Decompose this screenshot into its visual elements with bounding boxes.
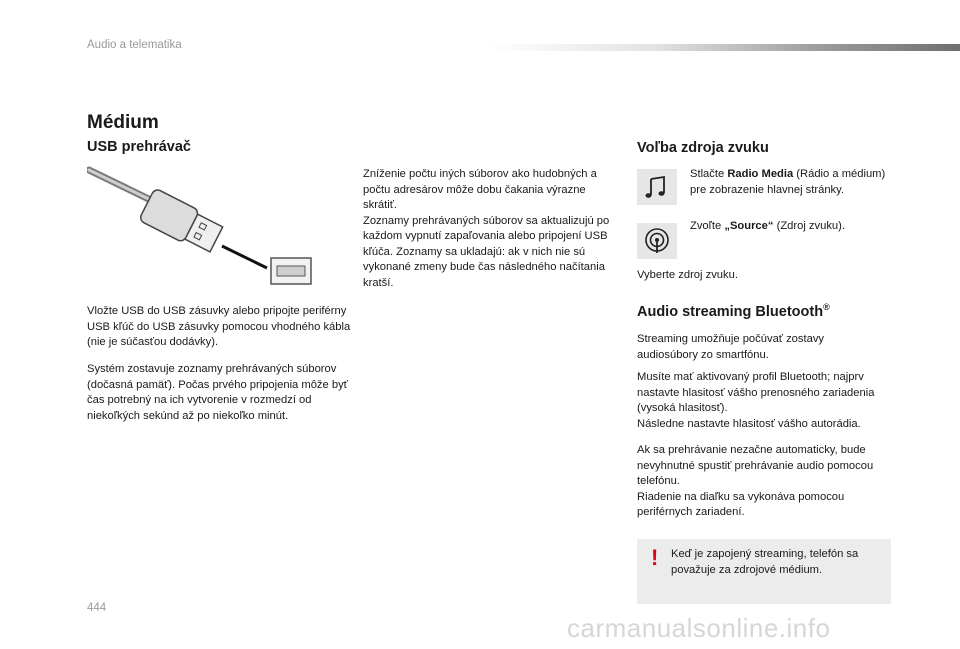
music-note-icon: [637, 169, 677, 205]
bluetooth-heading-text: Audio streaming Bluetooth: [637, 304, 824, 320]
usb-tip-reduce: Zníženie počtu iných súborov ako hudobných a počtu adresárov môže dobu čakania výrazne skrátiť.: [363, 168, 597, 211]
usb-tip-update: Zoznamy prehrávaných súborov sa aktualizujú po každom vypnutí zapaľovania alebo pripojení USB kľúča. Zoznamy sa ukladajú: ak v nich nie sú vykonané zmeny bude čas následného načítania kratší.: [363, 214, 610, 289]
bluetooth-autoplay-text: Ak sa prehrávanie nezačne automaticky, bude nevyhnutné spustiť prehrávanie audio pomocou telefónu.: [637, 444, 874, 487]
watermark: carmanualsonline.info: [567, 613, 831, 643]
step1-suffix: (Rádio a médium) pre zobrazenie hlavnej stránky.: [690, 168, 886, 196]
usb-plug-illustration: [87, 166, 317, 290]
step2-suffix: (Zdroj zvuku).: [773, 220, 845, 232]
page-title: Médium: [87, 112, 159, 133]
bluetooth-intro: Streaming umožňuje počúvať zostavy audiosúbory zo smartfónu.: [637, 333, 825, 361]
header-gradient-bar: [488, 44, 960, 51]
step2-prefix: Zvoľte: [690, 220, 725, 232]
bluetooth-profile-block: [637, 370, 897, 432]
usb-playlist-paragraph: Systém zostavuje zoznamy prehrávaných súborov (dočasná pamäť). Počas prvého pripojenia môže byť čas potrebný na ich vytvorenie v rozmedzí od niekoľkých sekúnd až po niekoľko minút.: [87, 363, 348, 422]
select-source-text: Vyberte zdroj zvuku.: [637, 269, 738, 281]
exclamation-icon: !: [651, 545, 659, 570]
page-number: 444: [87, 602, 107, 614]
source-antenna-icon: [637, 223, 677, 259]
radio-media-label: Radio Media: [727, 168, 794, 180]
note-text: Keď je zapojený streaming, telefón sa považuje za zdrojové médium.: [671, 548, 859, 576]
bluetooth-heading: [637, 304, 830, 320]
header-title: Audio a telematika: [87, 39, 182, 51]
usb-insert-paragraph: Vložte USB do USB zásuvky alebo pripojte periférny USB kľúč do USB zásuvky pomocou vhodného kábla (nie je súčasťou dodávky).: [87, 305, 351, 348]
step1-prefix: Stlačte: [690, 168, 728, 180]
bluetooth-profile-text: Musíte mať aktivovaný profil Bluetooth; najprv nastavte hlasitosť vášho prenosného zariadenia (vysoká hlasitosť).: [637, 371, 875, 414]
registered-mark: ®: [823, 302, 830, 313]
source-label: „Source“: [724, 220, 774, 232]
usb-tips-block: [363, 167, 618, 291]
bluetooth-volume-text: Následne nastavte hlasitosť vášho autorádia.: [637, 417, 861, 430]
source-step-radio-media: [690, 167, 890, 198]
usb-heading: USB prehrávač: [87, 139, 191, 155]
source-heading: Voľba zdroja zvuku: [637, 140, 769, 156]
bluetooth-playback-block: [637, 443, 887, 521]
source-step-select: [690, 219, 890, 235]
bluetooth-remote-text: Riadenie na diaľku sa vykonáva pomocou periférnych zariadení.: [637, 490, 845, 518]
